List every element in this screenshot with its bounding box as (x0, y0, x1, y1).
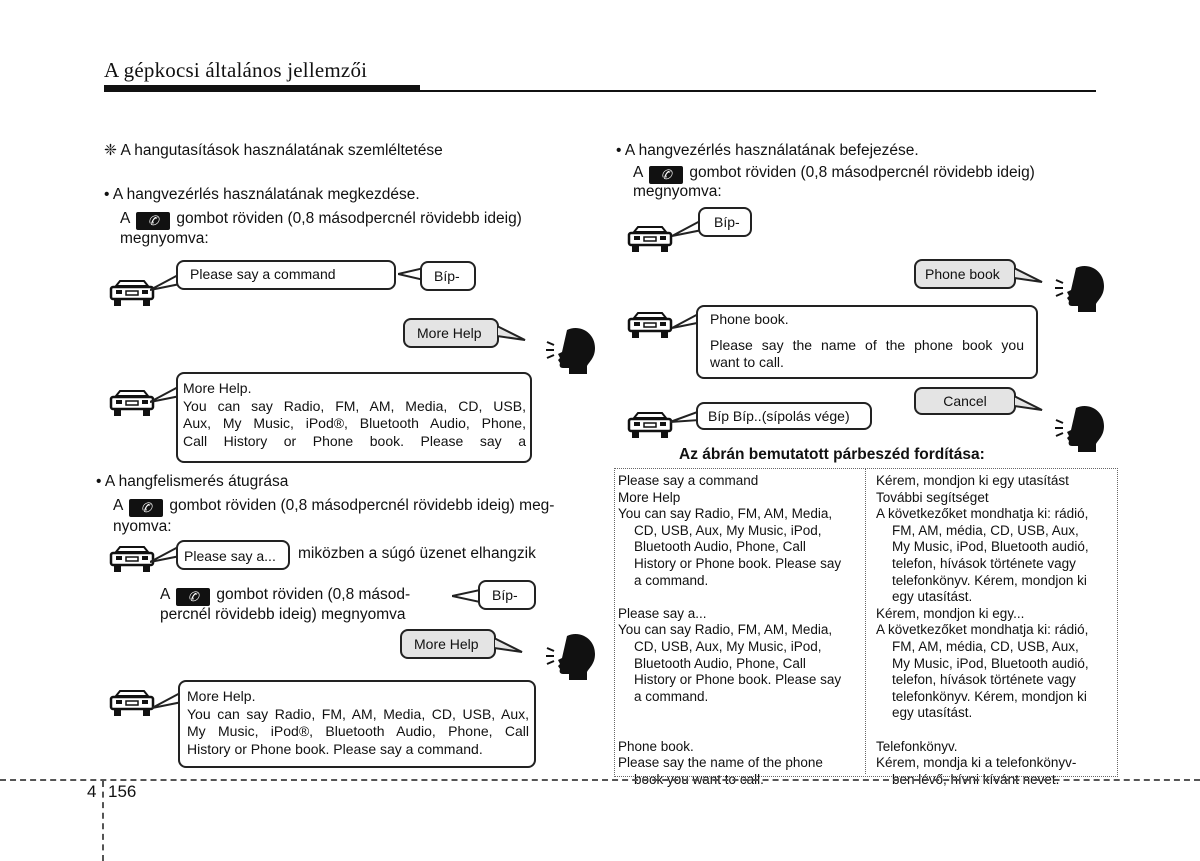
cell-line: Please say a command (618, 473, 759, 488)
car-front-icon (626, 312, 674, 340)
cell-line: Please say the name of the phone (618, 755, 823, 771)
response-line: More Help. (183, 380, 252, 396)
cell-line: Telefonkönyv. (876, 738, 958, 754)
header-rule (420, 90, 1096, 92)
car-front-icon (108, 280, 156, 308)
cell-line: a command. (634, 688, 709, 704)
cell-line: a command. (634, 572, 709, 588)
car-front-icon (626, 412, 674, 440)
footer-rule (0, 779, 1200, 781)
speaking-head-icon (1054, 262, 1106, 314)
beep-bubble: Bíp- (478, 580, 536, 610)
cell-line: More Help (618, 489, 681, 505)
beep-bubble: Bíp- (420, 261, 476, 291)
response-line: History or Phone book. Please say a command. (187, 740, 483, 757)
cell-line: Kérem, mondjon ki egy... (876, 605, 1025, 621)
english-cell (618, 473, 876, 490)
hungarian-cell (876, 739, 1114, 756)
end-instruction-line1: A ✆ gombot röviden (0,8 másodpercnél rövidebb ideig) (633, 164, 1035, 182)
user-bubble: More Help (400, 629, 496, 659)
bubble-tail (494, 634, 524, 656)
cell-line: telefon, hívások története vagy (892, 672, 1076, 688)
chapter-number: 4 (87, 782, 97, 801)
car-front-icon (108, 390, 156, 418)
translation-row (618, 606, 1114, 623)
cell-line: Kérem, mondja ki a telefonkönyv- (876, 755, 1077, 771)
prompt-bubble: Please say a command (176, 260, 396, 290)
help-response-bubble (176, 372, 532, 463)
cell-line: egy utasítást. (892, 589, 973, 605)
start-bullet: • A hangvezérlés használatának megkezdése. (104, 186, 420, 203)
cell-line: CD, USB, Aux, My Music, iPod, (634, 522, 822, 538)
page-header-title: A gépkocsi általános jellemzői (104, 58, 368, 82)
page-number: 156 (108, 782, 137, 801)
section-title: ❈ A hangutasítások használatának szemléltetése (104, 142, 443, 159)
user-bubble: More Help (403, 318, 499, 348)
hungarian-cell (876, 473, 1114, 490)
english-cell (618, 506, 876, 606)
translation-table (618, 473, 1114, 788)
translation-row (618, 490, 1114, 507)
english-cell (618, 755, 876, 788)
speaking-head-icon (1054, 402, 1106, 454)
footer-divider (102, 781, 104, 861)
translation-row (618, 506, 1114, 606)
cell-line: További segítséget (876, 489, 989, 505)
cell-line: ben lévő, hívni kívánt nevet. (892, 771, 1060, 787)
response-line: You can say Radio, FM, AM, Media, CD, USB, Aux, (187, 705, 529, 722)
skip-instruction-line2: nyomva: (113, 518, 172, 535)
start-instruction-line1: A ✆ gombot röviden (0,8 másodpercnél rövidebb ideig) (120, 210, 522, 228)
cell-line: Please say a... (618, 605, 707, 621)
cell-line: My Music, iPod, Bluetooth audió, (892, 655, 1089, 671)
cell-line: FM, AM, média, CD, USB, Aux, (892, 638, 1079, 654)
cell-line: Kérem, mondjon ki egy utasítást (876, 473, 1069, 488)
speaking-head-icon (545, 324, 597, 376)
hungarian-cell (876, 622, 1114, 722)
response-line: Please say the name of the phone book you (710, 336, 1024, 353)
cancel-bubble: Cancel (914, 387, 1016, 415)
skip-bullet: • A hangfelismerés átugrása (96, 473, 289, 490)
header-bar (104, 85, 420, 92)
skip-sub-line1: A ✆ gombot röviden (0,8 másod- (160, 586, 411, 604)
cell-line: A következőket mondhatja ki: rádió, (876, 622, 1089, 638)
car-front-icon (626, 226, 674, 254)
hungarian-cell (876, 606, 1114, 623)
voice-command-button-icon: ✆ (649, 166, 683, 184)
start-instruction-line2: megnyomva: (120, 230, 209, 247)
car-front-icon (108, 690, 156, 718)
cell-line: My Music, iPod, Bluetooth audió, (892, 539, 1089, 555)
bubble-tail (452, 588, 480, 604)
cell-line: telefonkönyv. Kérem, mondjon ki (892, 572, 1087, 588)
user-bubble: Phone book (914, 259, 1016, 289)
cell-line: telefon, hívások története vagy (892, 555, 1076, 571)
bubble-tail (1014, 264, 1044, 286)
skip-instruction-line1: A ✆ gombot röviden (0,8 másodpercnél rövidebb ideig) meg- (113, 497, 555, 515)
prompt-bubble: Please say a... (176, 540, 290, 570)
english-cell (618, 606, 876, 623)
cell-line: You can say Radio, FM, AM, Media, (618, 622, 833, 638)
cell-line: A következőket mondhatja ki: rádió, (876, 506, 1089, 522)
hungarian-cell (876, 490, 1114, 507)
cell-line: History or Phone book. Please say (634, 672, 842, 688)
translation-row (618, 473, 1114, 490)
cell-line: FM, AM, média, CD, USB, Aux, (892, 522, 1079, 538)
skip-sub-line2: percnél rövidebb ideig) megnyomva (160, 606, 406, 623)
cell-line: You can say Radio, FM, AM, Media, (618, 506, 833, 522)
response-line: More Help. (187, 688, 256, 704)
translation-title: Az ábrán bemutatott párbeszéd fordítása: (679, 446, 985, 463)
while-text: miközben a súgó üzenet elhangzik (298, 545, 536, 562)
bubble-tail (497, 322, 527, 344)
cell-line: History or Phone book. Please say (634, 555, 842, 571)
cell-line: telefonkönyv. Kérem, mondjon ki (892, 688, 1087, 704)
english-cell (618, 622, 876, 722)
response-line: You can say Radio, FM, AM, Media, CD, USB, (183, 397, 526, 414)
speaking-head-icon (545, 630, 597, 682)
cell-line: Bluetooth Audio, Phone, Call (634, 655, 806, 671)
voice-command-button-icon: ✆ (129, 499, 163, 517)
hungarian-cell (876, 506, 1114, 606)
phonebook-response-bubble (696, 305, 1038, 379)
translation-row (618, 622, 1114, 722)
response-title: Phone book. (710, 311, 789, 327)
english-cell (618, 739, 876, 756)
help-response-bubble (178, 680, 536, 768)
end-instruction-line2: megnyomva: (633, 183, 722, 200)
cell-line: Bluetooth Audio, Phone, Call (634, 539, 806, 555)
translation-row (618, 739, 1114, 756)
translation-row (618, 755, 1114, 788)
response-line: My Music, iPod®, Bluetooth Audio, Phone, Call (187, 723, 529, 739)
cell-line: book you want to call. (634, 771, 764, 787)
cell-line: Phone book. (618, 738, 694, 754)
voice-command-button-icon: ✆ (176, 588, 210, 606)
cell-line: CD, USB, Aux, My Music, iPod, (634, 638, 822, 654)
beep-bubble: Bíp- (698, 207, 752, 237)
car-front-icon (108, 546, 156, 574)
hungarian-cell (876, 755, 1114, 788)
english-cell (618, 490, 876, 507)
voice-command-button-icon: ✆ (136, 212, 170, 230)
end-bullet: • A hangvezérlés használatának befejezése. (616, 142, 919, 159)
cell-line: egy utasítást. (892, 705, 973, 721)
response-line: want to call. (710, 354, 784, 370)
bubble-tail (1014, 392, 1044, 414)
response-line: Aux, My Music, iPod®, Bluetooth Audio, Phone, (183, 415, 526, 431)
end-beep-bubble: Bíp Bíp..(sípolás vége) (696, 402, 872, 430)
response-line: Call History or Phone book. Please say a (183, 432, 526, 449)
